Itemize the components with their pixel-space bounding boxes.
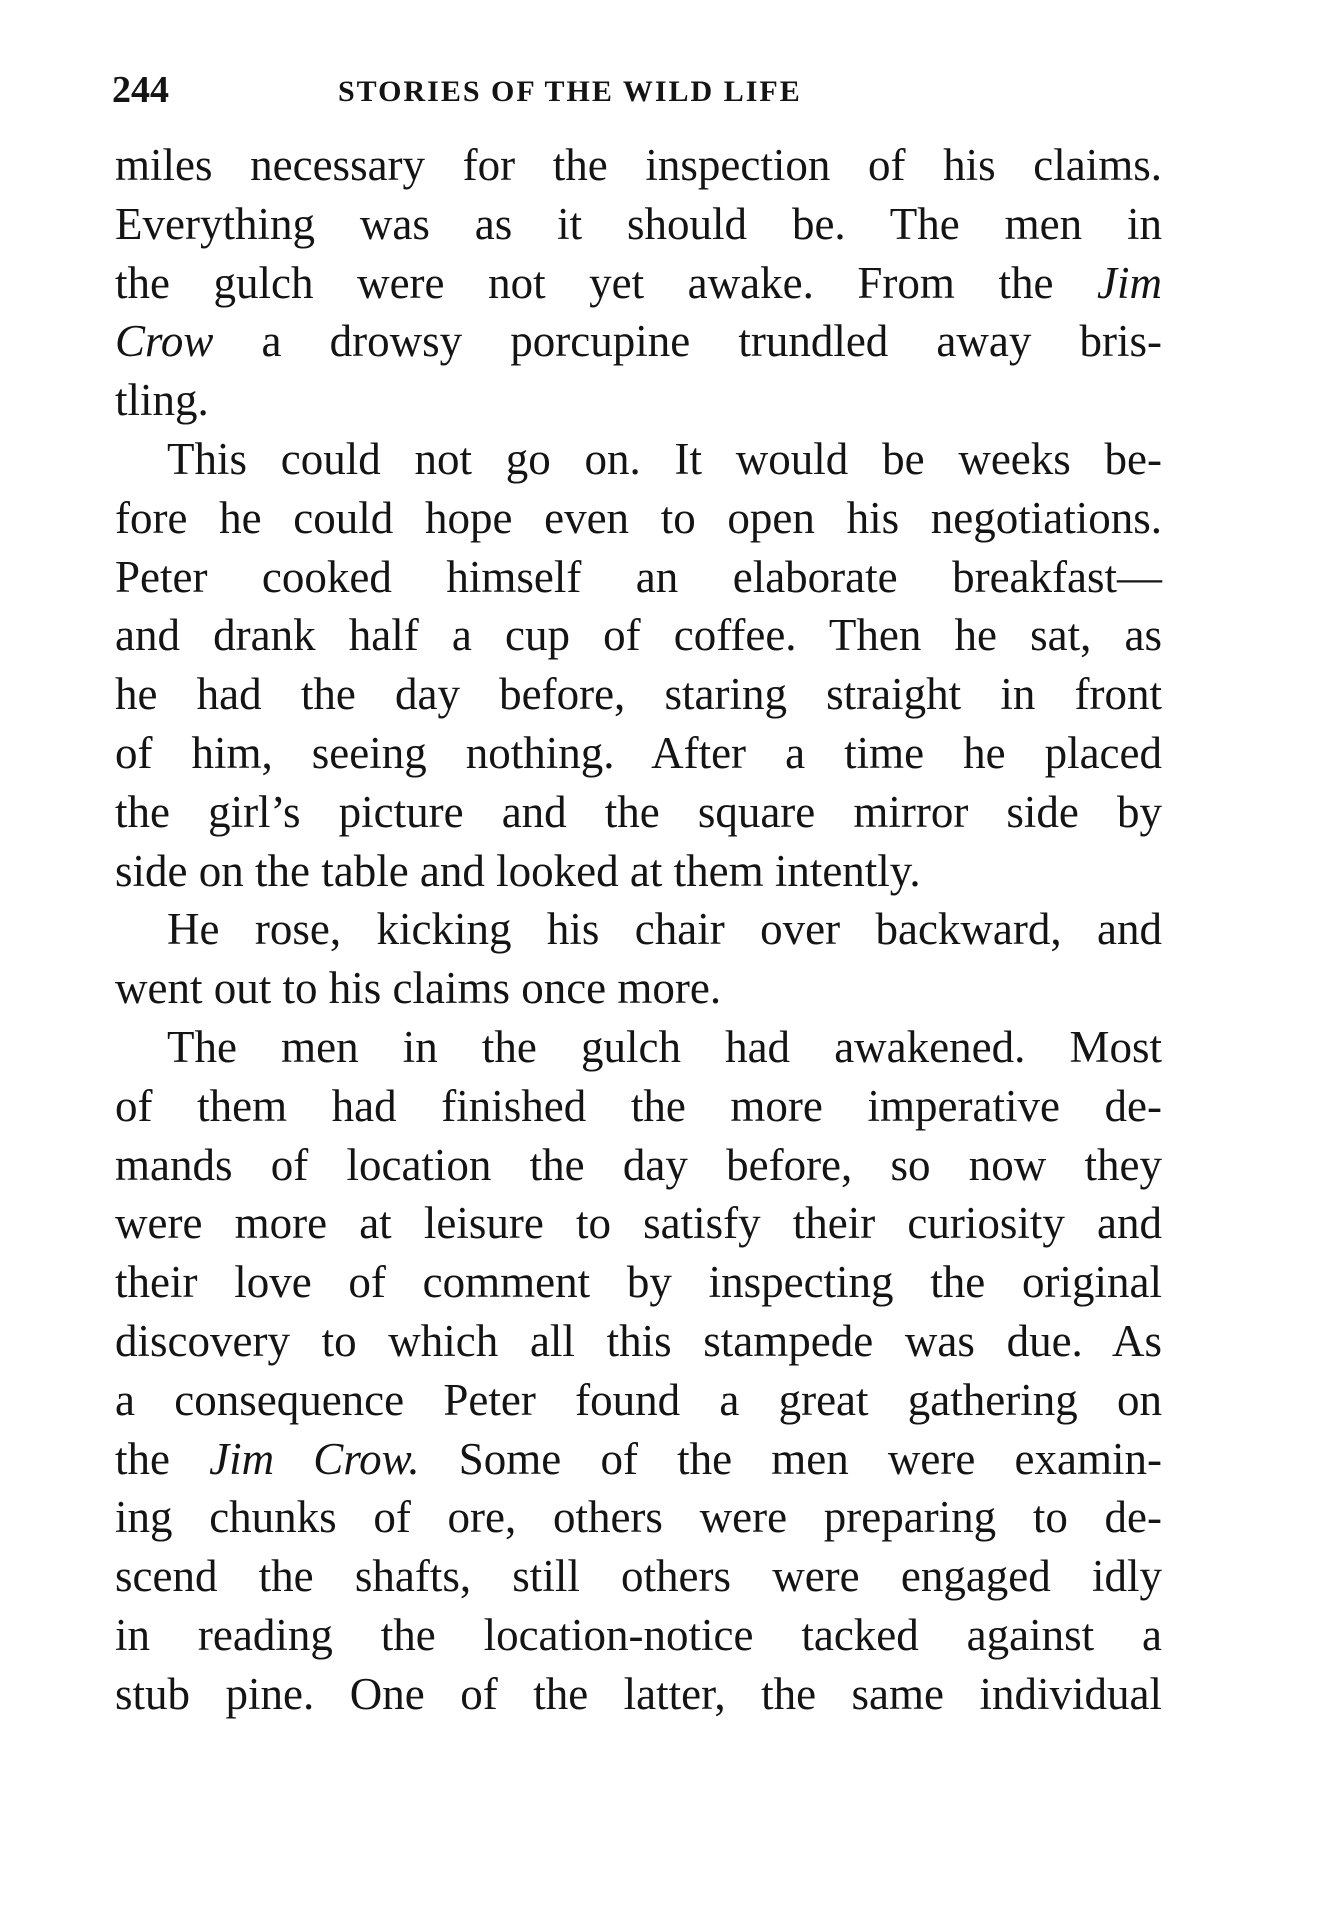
text-line: their love of comment by inspecting the original xyxy=(115,1257,1162,1308)
text-line: he had the day before, staring straight in front xyxy=(115,669,1162,720)
text-line: were more at leisure to satisfy their curiosity and xyxy=(115,1198,1162,1249)
text-line: side on the table and looked at them intently. xyxy=(115,845,921,896)
text-line: of them had finished the more imperative de- xyxy=(115,1080,1162,1131)
text-line: discovery to which all this stampede was due. As xyxy=(115,1315,1162,1366)
text-line: mands of location the day before, so now they xyxy=(115,1139,1162,1190)
italic-text: Jim Crow. xyxy=(209,1433,420,1484)
text-line: and drank half a cup of coffee. Then he sat, as xyxy=(115,610,1162,661)
text-segment: the gulch were not yet awake. From the xyxy=(115,257,1098,308)
text-line: He rose, kicking his chair over backward, and xyxy=(167,904,1162,955)
italic-text: Jim xyxy=(1097,257,1162,308)
text-line: scend the shafts, still others were engaged idly xyxy=(115,1551,1162,1602)
text-line: went out to his claims once more. xyxy=(115,963,722,1014)
page-number: 244 xyxy=(112,69,169,111)
text-segment: the xyxy=(115,1433,210,1484)
running-title: STORIES OF THE WILD LIFE xyxy=(338,75,802,108)
text-segment: a drowsy porcupine trundled away bris- xyxy=(213,316,1162,367)
text-line: stub pine. One of the latter, the same individual xyxy=(115,1668,1162,1719)
text-line: in reading the location-notice tacked against a xyxy=(115,1609,1162,1660)
text-line: This could not go on. It would be weeks be- xyxy=(167,433,1162,484)
text-line: fore he could hope even to open his negotiations. xyxy=(115,492,1162,543)
text-line: the girl’s picture and the square mirror side by xyxy=(115,786,1162,837)
text-segment: Some of the men were examin- xyxy=(419,1433,1162,1484)
text-line: Everything was as it should be. The men in xyxy=(115,198,1162,249)
text-line: miles necessary for the inspection of his claims. xyxy=(115,140,1162,190)
text-line: The men in the gulch had awakened. Most xyxy=(167,1021,1162,1072)
text-line: tling. xyxy=(115,375,209,426)
text-line: of him, seeing nothing. After a time he placed xyxy=(115,727,1162,778)
running-head xyxy=(112,62,1172,118)
text-line xyxy=(115,254,1162,313)
text-line: ing chunks of ore, others were preparing to de- xyxy=(115,1492,1162,1543)
text-line: Peter cooked himself an elaborate breakfast— xyxy=(115,551,1162,602)
italic-text: Crow xyxy=(115,316,214,367)
text-line xyxy=(115,1430,1162,1489)
body-text xyxy=(115,136,1162,1724)
text-line: a consequence Peter found a great gathering on xyxy=(115,1374,1162,1425)
text-line xyxy=(115,312,1162,371)
